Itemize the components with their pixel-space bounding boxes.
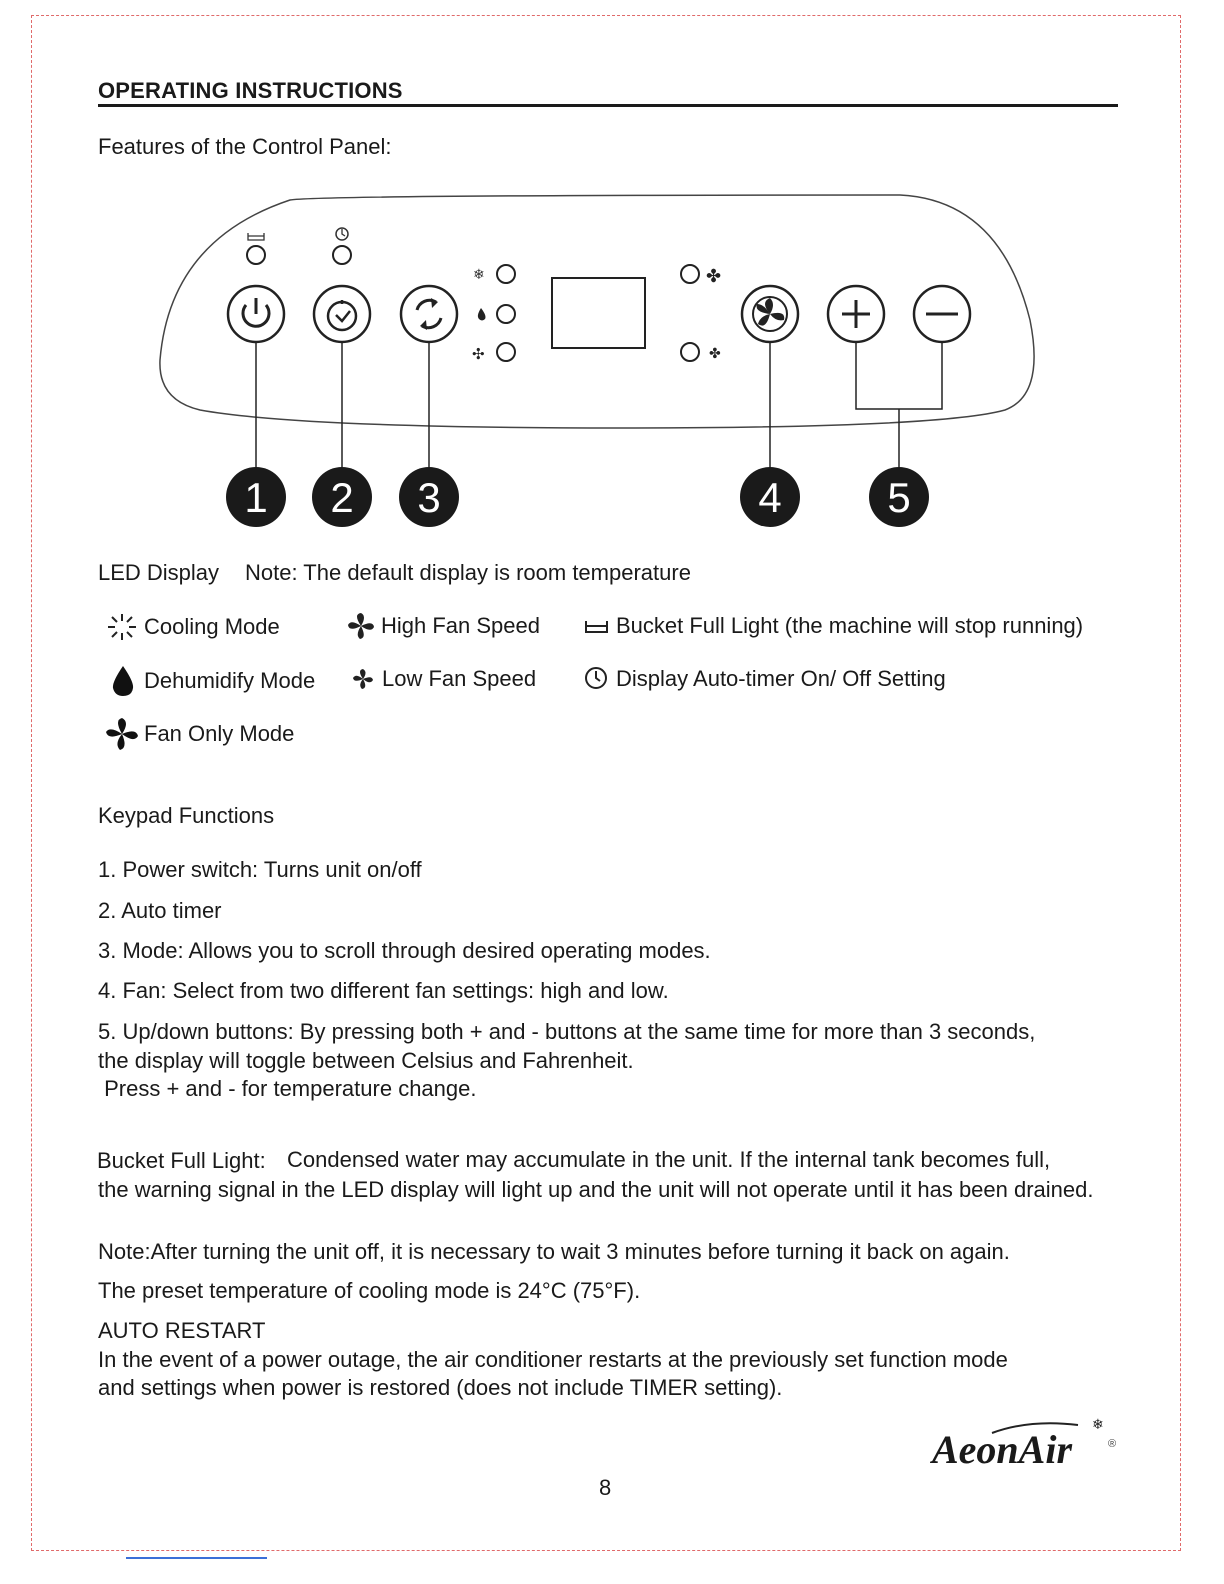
legend-label: Cooling Mode <box>144 614 280 639</box>
bucket-icon <box>582 610 612 642</box>
plus-button-graphic <box>828 286 884 342</box>
bucket-full-line2: the warning signal in the LED display will light up and the unit will not operate until it has been drained. <box>98 1177 1094 1202</box>
keypad-item-5-press: Press + and - for temperature change. <box>98 1076 477 1101</box>
keypad-item-5: 5. Up/down buttons: By pressing both + and - buttons at the same time for more than 3 seconds, <box>98 1019 1036 1044</box>
callout-label-5: 5 <box>887 474 911 521</box>
brand-snowflake-icon: ❄ <box>1092 1417 1104 1433</box>
fan-low-icon <box>348 664 378 694</box>
keypad-item-3: 3. Mode: Allows you to scroll through desired operating modes. <box>98 938 711 963</box>
fan-speed-indicators <box>681 265 721 362</box>
aeonair-logo <box>930 1415 1120 1471</box>
led-display-heading: LED Display <box>98 560 220 585</box>
mode-button-graphic <box>401 286 457 342</box>
callout-label-2: 2 <box>330 474 354 521</box>
timer-indicator-icon <box>333 228 351 264</box>
intro-text: Features of the Control Panel: <box>98 134 392 159</box>
keypad-item-2: 2. Auto timer <box>98 898 222 923</box>
timer-icon <box>582 664 612 694</box>
legend-label: Dehumidify Mode <box>144 668 316 693</box>
svg-text:✤: ✤ <box>709 346 721 362</box>
keypad-heading: Keypad Functions <box>98 803 275 828</box>
legend-fan-only <box>104 716 294 752</box>
auto-restart-line1: In the event of a power outage, the air conditioner restarts at the previously set function mode <box>98 1347 1008 1372</box>
page-number: 8 <box>599 1475 612 1500</box>
auto-restart-line2: and settings when power is restored (does not include TIMER setting). <box>98 1375 783 1400</box>
timer-button-graphic <box>314 286 370 342</box>
led-display-window <box>552 278 645 348</box>
keypad-item-5-cont: the display will toggle between Celsius and Fahrenheit. <box>98 1048 634 1073</box>
bucket-full-label: Bucket Full Light: <box>97 1148 266 1173</box>
note-preset-temp: The preset temperature of cooling mode is 24°C (75°F). <box>98 1278 641 1303</box>
note-restart-wait: Note:After turning the unit off, it is necessary to wait 3 minutes before turning it back on again. <box>98 1239 1010 1264</box>
legend-dehumidify <box>108 664 315 698</box>
legend-label: Low Fan Speed <box>382 666 537 691</box>
legend-high-fan <box>345 610 540 642</box>
water-drop-icon <box>108 664 140 698</box>
page-title: OPERATING INSTRUCTIONS <box>98 78 403 103</box>
callout-label-4: 4 <box>758 474 782 521</box>
svg-text:✣: ✣ <box>472 345 485 363</box>
leader-lines <box>256 342 942 470</box>
control-panel-diagram <box>0 0 1224 540</box>
fan-button-graphic <box>742 286 798 342</box>
blue-underline <box>126 1557 267 1559</box>
fan-high-icon <box>345 610 377 642</box>
bucket-indicator-icon <box>247 233 265 264</box>
mode-indicators <box>472 265 515 363</box>
auto-restart-heading: AUTO RESTART <box>98 1318 266 1343</box>
legend-timer <box>582 664 946 694</box>
legend-bucket <box>582 610 1083 642</box>
led-display-note: Note: The default display is room temperature <box>245 560 691 585</box>
callout-label-3: 3 <box>417 474 441 521</box>
keypad-item-1: 1. Power switch: Turns unit on/off <box>98 857 422 882</box>
legend-label: Display Auto-timer On/ Off Setting <box>616 666 946 691</box>
legend-low-fan <box>348 664 536 694</box>
keypad-item-4: 4. Fan: Select from two different fan settings: high and low. <box>98 978 669 1003</box>
legend-label: High Fan Speed <box>381 613 540 638</box>
legend-cooling <box>104 610 280 644</box>
minus-button-graphic <box>914 286 970 342</box>
fan-only-icon <box>104 716 140 752</box>
registered-mark: ® <box>1108 1438 1117 1450</box>
legend-label: Fan Only Mode <box>144 721 295 746</box>
snowflake-icon <box>104 610 140 644</box>
legend-label: Bucket Full Light (the machine will stop running) <box>616 613 1084 638</box>
brand-name: AeonAir <box>932 1427 1073 1471</box>
bucket-full-line1: Condensed water may accumulate in the unit. If the internal tank becomes full, <box>287 1147 1051 1172</box>
svg-text:✤: ✤ <box>706 266 722 287</box>
callout-label-1: 1 <box>244 474 268 521</box>
svg-text:❄: ❄ <box>473 267 485 283</box>
power-button-graphic <box>228 286 284 342</box>
